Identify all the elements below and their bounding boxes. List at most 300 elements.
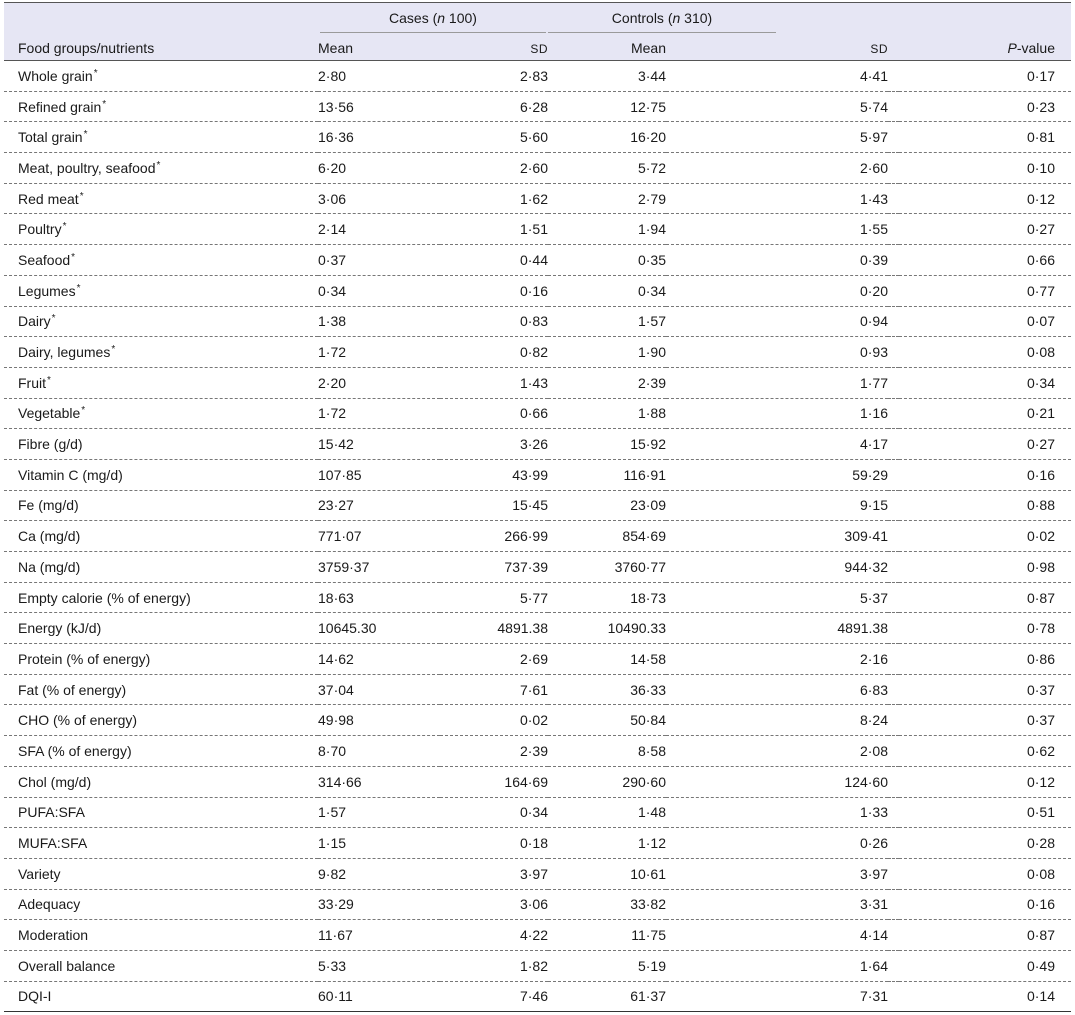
cases-mean-cell: 1·72: [318, 398, 440, 429]
table-row: [4, 183, 1071, 214]
table-row: [4, 398, 1071, 429]
table-row: [4, 490, 1071, 521]
p-value-cell: 0·27: [899, 429, 1071, 460]
gap-cell: [888, 613, 899, 644]
controls-mean-cell: 1·48: [548, 797, 666, 828]
row-name: [4, 61, 318, 92]
p-value-cell: 0·21: [899, 398, 1071, 429]
p-value-cell: 0·49: [899, 950, 1071, 981]
controls-mean-cell: 14·58: [548, 644, 666, 675]
row-label: Vegetable: [18, 405, 81, 422]
controls-mean-cell: 8·58: [548, 736, 666, 767]
row-label: Fibre (g/d): [18, 436, 83, 453]
controls-sd-cell: 4·41: [666, 61, 888, 92]
header-spacer: [4, 3, 318, 37]
p-value-cell: 0·62: [899, 736, 1071, 767]
controls-sd-header: [666, 37, 888, 61]
controls-mean-cell: 10·61: [548, 858, 666, 889]
gap-cell: [888, 91, 899, 122]
footnote-marker: *: [93, 67, 98, 79]
cases-mean-header: Mean: [318, 37, 440, 61]
cases-sd-cell: 0·02: [440, 705, 548, 736]
p-value-cell: 0·16: [899, 459, 1071, 490]
cases-mean-cell: 18·63: [318, 582, 440, 613]
gap-cell: [888, 337, 899, 368]
footnote-marker: *: [81, 405, 86, 417]
cases-mean-cell: 2·80: [318, 61, 440, 92]
row-label: Moderation: [18, 927, 89, 944]
cases-sd-cell: 2·83: [440, 61, 548, 92]
cases-mean-cell: 1·72: [318, 337, 440, 368]
controls-mean-cell: 3·44: [548, 61, 666, 92]
row-name: [4, 613, 318, 644]
controls-sd-cell: 1·16: [666, 398, 888, 429]
gap-cell: [888, 153, 899, 184]
row-name: [4, 552, 318, 583]
controls-sd-cell: 5·74: [666, 91, 888, 122]
controls-mean-cell: 11·75: [548, 920, 666, 951]
controls-sd-cell: 1·77: [666, 367, 888, 398]
controls-mean-cell: 2·79: [548, 183, 666, 214]
gap-cell: [888, 490, 899, 521]
controls-sd-cell: 0·20: [666, 275, 888, 306]
table-row: [4, 91, 1071, 122]
controls-mean-cell: 854·69: [548, 521, 666, 552]
gap-cell: [888, 674, 899, 705]
cases-mean-cell: 1·15: [318, 828, 440, 859]
gap-cell: [888, 644, 899, 675]
row-label: Adequacy: [18, 896, 81, 913]
p-value-cell: 0·77: [899, 275, 1071, 306]
footnote-marker: *: [79, 190, 84, 202]
p-value-cell: 0·66: [899, 245, 1071, 276]
gap-cell: [888, 306, 899, 337]
cases-sd-label: SD: [530, 42, 548, 57]
controls-mean-cell: 12·75: [548, 91, 666, 122]
cases-sd-cell: 5·60: [440, 122, 548, 153]
row-label: Variety: [18, 865, 61, 882]
controls-sd-cell: 1·43: [666, 183, 888, 214]
controls-label-post: 310): [680, 10, 713, 27]
table-row: [4, 521, 1071, 552]
gap-cell: [888, 183, 899, 214]
p-value-cell: 0·78: [899, 613, 1071, 644]
controls-mean-cell: 0·34: [548, 275, 666, 306]
cases-sd-cell: 0·34: [440, 797, 548, 828]
cases-sd-cell: 3·97: [440, 858, 548, 889]
row-name: [4, 797, 318, 828]
table-row: [4, 705, 1071, 736]
cases-mean-cell: 0·37: [318, 245, 440, 276]
p-value-cell: 0·12: [899, 766, 1071, 797]
controls-mean-cell: 33·82: [548, 889, 666, 920]
gap-cell: [888, 367, 899, 398]
row-name: [4, 766, 318, 797]
cases-mean-cell: 6·20: [318, 153, 440, 184]
controls-sd-cell: 3·97: [666, 858, 888, 889]
table-row: [4, 153, 1071, 184]
cases-mean-cell: 11·67: [318, 920, 440, 951]
row-label: Refined grain: [18, 98, 102, 115]
controls-label-pre: Controls (: [611, 10, 673, 27]
controls-sd-cell: 6·83: [666, 674, 888, 705]
gap-cell: [888, 582, 899, 613]
gap-cell: [888, 797, 899, 828]
p-value-rest: -value: [1016, 40, 1055, 57]
p-value-cell: 0·12: [899, 183, 1071, 214]
cases-mean-cell: 771·07: [318, 521, 440, 552]
controls-mean-cell: 116·91: [548, 459, 666, 490]
cases-sd-cell: 2·60: [440, 153, 548, 184]
row-label: Dairy, legumes: [18, 344, 111, 361]
row-name: [4, 245, 318, 276]
cases-mean-cell: 13·56: [318, 91, 440, 122]
row-label: Na (mg/d): [18, 558, 81, 575]
controls-mean-cell: 1·94: [548, 214, 666, 245]
cases-label-n: n: [437, 10, 446, 27]
row-name: [4, 582, 318, 613]
row-name: [4, 828, 318, 859]
row-name: [4, 920, 318, 951]
row-name: [4, 490, 318, 521]
cases-sd-cell: 737·39: [440, 552, 548, 583]
row-label: Seafood: [18, 251, 71, 268]
row-label: Meat, poultry, seafood: [18, 159, 156, 176]
row-label: Protein (% of energy): [18, 650, 151, 667]
cases-mean-cell: 14·62: [318, 644, 440, 675]
row-label: MUFA:SFA: [18, 835, 88, 852]
row-name: [4, 275, 318, 306]
cases-sd-cell: 7·61: [440, 674, 548, 705]
controls-sd-cell: 8·24: [666, 705, 888, 736]
cases-sd-cell: 6·28: [440, 91, 548, 122]
cases-sd-cell: 0·83: [440, 306, 548, 337]
gap-cell: [888, 705, 899, 736]
gap-cell: [888, 950, 899, 981]
table-row: [4, 950, 1071, 981]
cases-sd-cell: 1·43: [440, 367, 548, 398]
row-label: SFA (% of energy): [18, 742, 132, 759]
cases-sd-header: [440, 37, 548, 61]
footnote-marker: *: [76, 282, 81, 294]
p-value-cell: 0·07: [899, 306, 1071, 337]
controls-sd-cell: 309·41: [666, 521, 888, 552]
cases-mean-cell: 314·66: [318, 766, 440, 797]
header-gap-2: [888, 37, 899, 61]
table-row: [4, 367, 1071, 398]
table-row: [4, 582, 1071, 613]
controls-sd-cell: 5·97: [666, 122, 888, 153]
cases-sd-cell: 1·62: [440, 183, 548, 214]
table-row: [4, 429, 1071, 460]
gap-cell: [888, 245, 899, 276]
controls-sd-cell: 0·39: [666, 245, 888, 276]
table-body: [4, 61, 1071, 1012]
cases-sd-cell: 3·06: [440, 889, 548, 920]
controls-mean-cell: 10490.33: [548, 613, 666, 644]
controls-sd-cell: 2·16: [666, 644, 888, 675]
controls-sd-cell: 7·31: [666, 981, 888, 1012]
row-label: PUFA:SFA: [18, 804, 85, 821]
p-value-header: [899, 37, 1071, 61]
controls-mean-cell: 290·60: [548, 766, 666, 797]
p-value-cell: 0·88: [899, 490, 1071, 521]
cases-mean-cell: 33·29: [318, 889, 440, 920]
row-name: [4, 644, 318, 675]
controls-mean-cell: 16·20: [548, 122, 666, 153]
table-row: [4, 797, 1071, 828]
p-value-cell: 0·34: [899, 367, 1071, 398]
controls-mean-cell: 23·09: [548, 490, 666, 521]
controls-mean-cell: 61·37: [548, 981, 666, 1012]
controls-mean-cell: 5·72: [548, 153, 666, 184]
controls-sd-cell: 59·29: [666, 459, 888, 490]
gap-cell: [888, 61, 899, 92]
row-label: Chol (mg/d): [18, 773, 92, 790]
gap-cell: [888, 429, 899, 460]
header-row-groups: [4, 3, 1071, 37]
cases-mean-cell: 15·42: [318, 429, 440, 460]
p-value-cell: 0·87: [899, 920, 1071, 951]
cases-sd-cell: 7·46: [440, 981, 548, 1012]
controls-mean-cell: 3760·77: [548, 552, 666, 583]
cases-mean-cell: 8·70: [318, 736, 440, 767]
controls-sd-cell: 5·37: [666, 582, 888, 613]
controls-mean-cell: 15·92: [548, 429, 666, 460]
gap-cell: [888, 858, 899, 889]
p-value-cell: 0·86: [899, 644, 1071, 675]
controls-sd-cell: 0·26: [666, 828, 888, 859]
row-name: [4, 889, 318, 920]
p-value-cell: 0·16: [899, 889, 1071, 920]
controls-mean-cell: 50·84: [548, 705, 666, 736]
table-row: [4, 337, 1071, 368]
gap-cell: [888, 920, 899, 951]
controls-sd-cell: 1·33: [666, 797, 888, 828]
cases-mean-cell: 1·57: [318, 797, 440, 828]
cases-sd-cell: 0·82: [440, 337, 548, 368]
nutrient-comparison-table: [4, 2, 1071, 1012]
row-name: [4, 736, 318, 767]
gap-cell: [888, 521, 899, 552]
p-value-cell: 0·37: [899, 705, 1071, 736]
row-name: [4, 337, 318, 368]
controls-mean-cell: 5·19: [548, 950, 666, 981]
table-row: [4, 981, 1071, 1012]
cases-label-pre: Cases (: [389, 10, 438, 27]
p-value-italic: P: [1007, 40, 1017, 57]
table-row: [4, 736, 1071, 767]
controls-sd-cell: 1·55: [666, 214, 888, 245]
table-row: [4, 858, 1071, 889]
table-row: [4, 275, 1071, 306]
table-row: [4, 459, 1071, 490]
footnote-marker: *: [62, 221, 67, 233]
cases-mean-cell: 49·98: [318, 705, 440, 736]
controls-sd-label: SD: [870, 42, 888, 57]
table-row: [4, 644, 1071, 675]
p-value-cell: 0·81: [899, 122, 1071, 153]
controls-mean-cell: 0·35: [548, 245, 666, 276]
row-name: [4, 153, 318, 184]
cases-mean-cell: 23·27: [318, 490, 440, 521]
table-row: [4, 306, 1071, 337]
cases-mean-cell: 16·36: [318, 122, 440, 153]
cases-mean-cell: 2·14: [318, 214, 440, 245]
row-label: Vitamin C (mg/d): [18, 466, 123, 483]
controls-sd-cell: 124·60: [666, 766, 888, 797]
cases-sd-cell: 43·99: [440, 459, 548, 490]
p-value-cell: 0·27: [899, 214, 1071, 245]
cases-label-post: 100): [445, 10, 477, 27]
row-label: Empty calorie (% of energy): [18, 589, 191, 606]
cases-mean-cell: 10645.30: [318, 613, 440, 644]
row-label: Overall balance: [18, 957, 116, 974]
cases-sd-cell: 3·26: [440, 429, 548, 460]
cases-mean-cell: 0·34: [318, 275, 440, 306]
controls-sd-cell: 4·17: [666, 429, 888, 460]
row-label: Fe (mg/d): [18, 497, 79, 514]
controls-sd-cell: 944·32: [666, 552, 888, 583]
p-value-cell: 0·37: [899, 674, 1071, 705]
gap-cell: [888, 766, 899, 797]
footnote-marker: *: [102, 98, 107, 110]
cases-sd-cell: 266·99: [440, 521, 548, 552]
controls-mean-header: Mean: [548, 37, 666, 61]
cases-mean-cell: 3759·37: [318, 552, 440, 583]
cases-sd-cell: 4891.38: [440, 613, 548, 644]
p-value-cell: 0·51: [899, 797, 1071, 828]
controls-sd-cell: 4891.38: [666, 613, 888, 644]
table-row: [4, 828, 1071, 859]
header-row-columns: [4, 37, 1071, 61]
row-name: [4, 981, 318, 1012]
footnote-marker: *: [111, 344, 116, 356]
cases-sd-cell: 1·51: [440, 214, 548, 245]
table-row: [4, 214, 1071, 245]
table-row: [4, 122, 1071, 153]
gap-cell: [888, 828, 899, 859]
cases-sd-cell: 0·16: [440, 275, 548, 306]
controls-mean-cell: 2·39: [548, 367, 666, 398]
row-name: [4, 306, 318, 337]
footnote-marker: *: [156, 159, 161, 171]
p-value-cell: 0·08: [899, 858, 1071, 889]
gap-cell: [888, 275, 899, 306]
row-name: [4, 459, 318, 490]
controls-mean-cell: 1·57: [548, 306, 666, 337]
controls-group-header: [611, 3, 899, 37]
p-value-cell: 0·87: [899, 582, 1071, 613]
row-label: Whole grain: [18, 67, 93, 84]
row-name: [4, 950, 318, 981]
cases-sd-cell: 0·66: [440, 398, 548, 429]
row-name: [4, 367, 318, 398]
cases-sd-cell: 1·82: [440, 950, 548, 981]
controls-sd-cell: 4·14: [666, 920, 888, 951]
controls-sd-cell: 2·08: [666, 736, 888, 767]
footnote-marker: *: [71, 251, 76, 263]
gap-cell: [888, 398, 899, 429]
cases-mean-cell: 107·85: [318, 459, 440, 490]
row-name: [4, 183, 318, 214]
row-label: DQI-I: [18, 988, 52, 1005]
cases-sd-cell: 5·77: [440, 582, 548, 613]
gap-cell: [888, 981, 899, 1012]
row-label: Dairy: [18, 313, 51, 330]
controls-mean-cell: 1·12: [548, 828, 666, 859]
gap-cell: [888, 736, 899, 767]
controls-mean-cell: 36·33: [548, 674, 666, 705]
cases-mean-cell: 3·06: [318, 183, 440, 214]
p-value-cell: 0·08: [899, 337, 1071, 368]
cases-mean-cell: 1·38: [318, 306, 440, 337]
cases-group-header: [318, 3, 548, 37]
controls-mean-cell: 1·88: [548, 398, 666, 429]
cases-sd-cell: 2·69: [440, 644, 548, 675]
row-name: [4, 122, 318, 153]
cases-sd-cell: 0·44: [440, 245, 548, 276]
row-label: Total grain: [18, 129, 83, 146]
gap-cell: [888, 552, 899, 583]
table-row: [4, 889, 1071, 920]
controls-sd-cell: 0·94: [666, 306, 888, 337]
row-name: [4, 674, 318, 705]
gap-cell: [888, 459, 899, 490]
cases-mean-cell: 5·33: [318, 950, 440, 981]
p-value-cell: 0·10: [899, 153, 1071, 184]
cases-sd-cell: 0·18: [440, 828, 548, 859]
controls-sd-cell: 9·15: [666, 490, 888, 521]
cases-sd-cell: 4·22: [440, 920, 548, 951]
p-value-cell: 0·17: [899, 61, 1071, 92]
food-groups-header: Food groups/nutrients: [4, 37, 318, 61]
controls-mean-cell: 18·73: [548, 582, 666, 613]
table-row: [4, 245, 1071, 276]
row-label: Legumes: [18, 282, 76, 299]
footnote-marker: *: [47, 374, 51, 386]
controls-sd-cell: 2·60: [666, 153, 888, 184]
p-value-cell: 0·14: [899, 981, 1071, 1012]
table-row: [4, 920, 1071, 951]
controls-mean-cell: 1·90: [548, 337, 666, 368]
table-row: [4, 61, 1071, 92]
row-name: [4, 429, 318, 460]
gap-cell: [888, 889, 899, 920]
p-value-cell: 0·98: [899, 552, 1071, 583]
row-label: CHO (% of energy): [18, 712, 138, 729]
cases-sd-cell: 164·69: [440, 766, 548, 797]
table-row: [4, 674, 1071, 705]
cases-mean-cell: 37·04: [318, 674, 440, 705]
row-name: [4, 521, 318, 552]
row-label: Fruit: [18, 374, 46, 391]
controls-sd-cell: 0·93: [666, 337, 888, 368]
cases-sd-cell: 2·39: [440, 736, 548, 767]
row-name: [4, 214, 318, 245]
p-value-cell: 0·28: [899, 828, 1071, 859]
row-name: [4, 705, 318, 736]
footnote-marker: *: [51, 313, 56, 325]
controls-sd-cell: 3·31: [666, 889, 888, 920]
p-value-cell: 0·02: [899, 521, 1071, 552]
cases-mean-cell: 2·20: [318, 367, 440, 398]
row-label: Poultry: [18, 221, 62, 238]
cases-mean-cell: 60·11: [318, 981, 440, 1012]
gap-cell: [888, 122, 899, 153]
row-label: Ca (mg/d): [18, 528, 81, 545]
row-name: [4, 91, 318, 122]
